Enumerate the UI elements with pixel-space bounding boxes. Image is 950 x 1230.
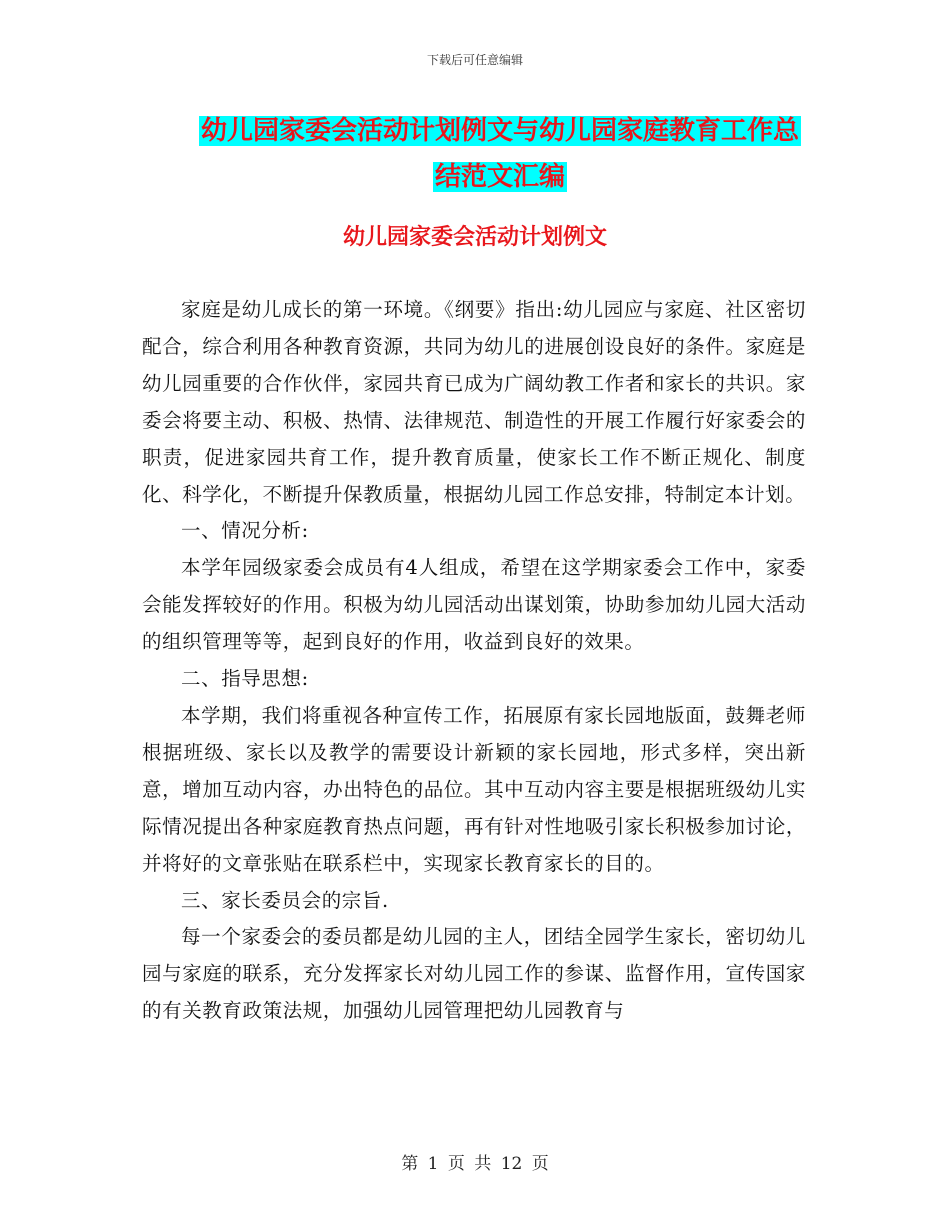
page-number: 第 1 页 共 12 页 — [401, 1154, 549, 1174]
section-title: 幼儿园家委会活动计划例文 — [342, 224, 607, 250]
paragraph-situation: 本学年园级家委会成员有4人组成，希望在这学期家委会工作中，家委会能发挥较好的作用。积极为幼儿园活动出谋划策，协助参加幼儿园大活动的组织管理等等，起到良好的作用，收益到良好的效果。 — [142, 556, 806, 654]
paragraph-guiding-ideas: 本学期，我们将重视各种宣传工作，拓展原有家长园地版面，鼓舞老师根据班级、家长以及教学的需要设计新颖的家长园地，形式多样，突出新意，增加互动内容，办出特色的品位。其中互动内容主要是根据班级幼儿实际情况提出各种家庭教育热点问题，再有针对性地吸引家长积极参加讨论，并将好的文章张贴在联系栏中，实现家长教育家长的目的。 — [142, 703, 806, 875]
heading-situation-analysis: 一、情况分析: — [181, 519, 309, 543]
paragraph-intro: 家庭是幼儿成长的第一环境。《纲要》指出:幼儿园应与家庭、社区密切配合，综合利用各种教育资源，共同为幼儿的进展创设良好的条件。家庭是幼儿园重要的合作伙伴，家园共育已成为广阔幼教工作者和家长的共识。家委会将要主动、积极、热情、法律规范、制造性的开展工作履行好家委会的职责，促进家园共育工作，提升教育质量，使家长工作不断正规化、制度化、科学化，不断提升保教质量，根据幼儿园工作总安排，特制定本计划。 — [142, 298, 806, 506]
paragraph-committee-purpose: 每一个家委会的委员都是幼儿园的主人，团结全园学生家长，密切幼儿园与家庭的联系，充分发挥家长对幼儿园工作的参谋、监督作用，宣传国家的有关教育政策法规，加强幼儿园管理把幼儿园教育与 — [142, 925, 806, 1023]
page-header-note: 下载后可任意编辑 — [426, 53, 523, 67]
heading-committee-purpose: 三、家长委员会的宗旨. — [181, 888, 389, 912]
document-title-line-2: 结范文汇编 — [434, 162, 565, 192]
document-title-line-1: 幼儿园家委会活动计划例文与幼儿园家庭教育工作总 — [200, 116, 799, 146]
document-title — [150, 108, 850, 200]
document-body — [142, 292, 806, 1030]
heading-guiding-ideas: 二、指导思想: — [181, 667, 309, 691]
